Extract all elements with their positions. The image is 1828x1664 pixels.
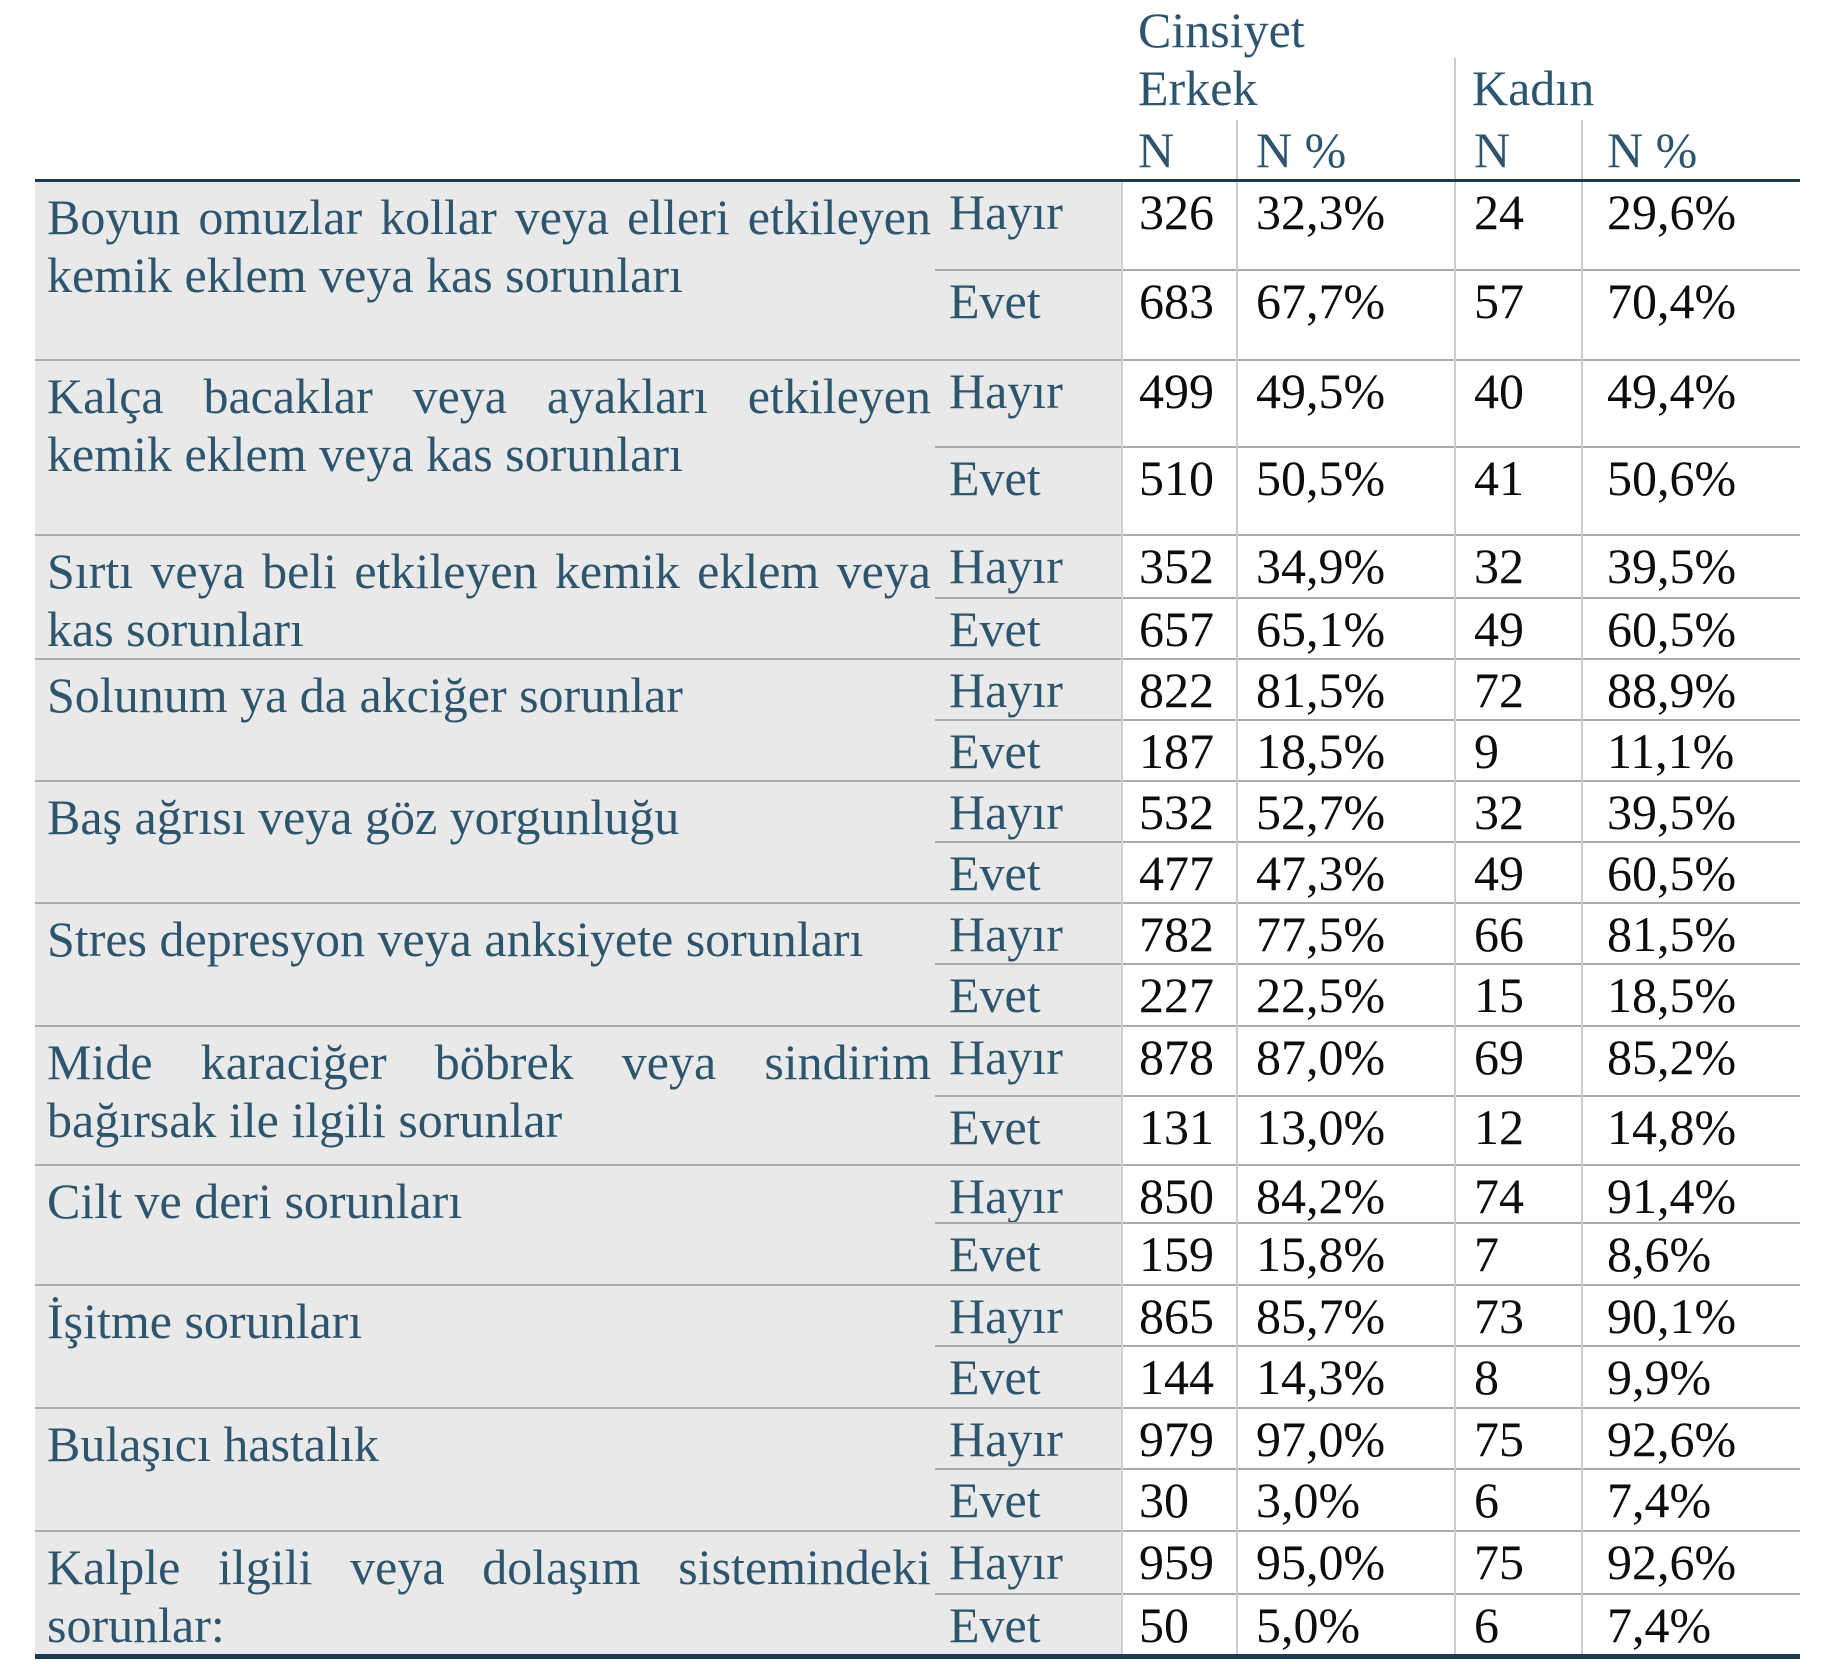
value-cell: 657 (1122, 598, 1237, 660)
answer-label-evet: Evet (935, 1594, 1122, 1657)
value-cell: 18,5% (1582, 964, 1800, 1026)
condition-row-hayir (35, 781, 1800, 842)
answer-label-hayir: Hayır (935, 1165, 1122, 1223)
condition-row-hayir (35, 1408, 1800, 1469)
answer-label-evet: Evet (935, 842, 1122, 903)
value-cell: 65,1% (1237, 598, 1455, 660)
answer-label-hayir: Hayır (935, 1026, 1122, 1096)
condition-label: Baş ağrısı veya göz yorgunluğu (35, 781, 935, 903)
header-erkek-n: N (1122, 120, 1237, 180)
value-cell: 29,6% (1582, 180, 1800, 270)
value-cell: 510 (1122, 447, 1237, 535)
answer-label-evet: Evet (935, 270, 1122, 360)
value-cell: 92,6% (1582, 1531, 1800, 1594)
value-cell: 3,0% (1237, 1469, 1455, 1531)
value-cell: 85,7% (1237, 1285, 1455, 1346)
value-cell: 878 (1122, 1026, 1237, 1096)
value-cell: 12 (1455, 1096, 1582, 1165)
answer-label-hayir: Hayır (935, 659, 1122, 720)
value-cell: 7,4% (1582, 1594, 1800, 1657)
table-body (35, 180, 1800, 1657)
value-cell: 50,6% (1582, 447, 1800, 535)
value-cell: 352 (1122, 535, 1237, 598)
value-cell: 88,9% (1582, 659, 1800, 720)
value-cell: 227 (1122, 964, 1237, 1026)
condition-label: Kalple ilgili veya dolaşım sistemindeki sorunlar: (35, 1531, 935, 1657)
value-cell: 9,9% (1582, 1346, 1800, 1408)
value-cell: 32,3% (1237, 180, 1455, 270)
value-cell: 52,7% (1237, 781, 1455, 842)
header-spacer (35, 58, 1122, 120)
header-spacer (35, 0, 1122, 58)
value-cell: 90,1% (1582, 1285, 1800, 1346)
value-cell: 74 (1455, 1165, 1582, 1223)
answer-label-evet: Evet (935, 964, 1122, 1026)
value-cell: 92,6% (1582, 1408, 1800, 1469)
header-kadin-n: N (1455, 120, 1582, 180)
header-kadin-npct: N % (1582, 120, 1800, 180)
value-cell: 69 (1455, 1026, 1582, 1096)
condition-row-hayir (35, 1165, 1800, 1223)
condition-label: Sırtı veya beli etkileyen kemik eklem veya kas sorunları (35, 535, 935, 659)
value-cell: 477 (1122, 842, 1237, 903)
value-cell: 13,0% (1237, 1096, 1455, 1165)
value-cell: 39,5% (1582, 535, 1800, 598)
value-cell: 49,4% (1582, 360, 1800, 447)
answer-label-evet: Evet (935, 720, 1122, 781)
header-group-title: Cinsiyet (1138, 2, 1305, 58)
value-cell: 85,2% (1582, 1026, 1800, 1096)
value-cell: 40 (1455, 360, 1582, 447)
header-spacer (35, 120, 1122, 180)
value-cell: 50,5% (1237, 447, 1455, 535)
value-cell: 8 (1455, 1346, 1582, 1408)
gender-crosstab-table (35, 0, 1800, 1659)
value-cell: 6 (1455, 1594, 1582, 1657)
condition-label: Solunum ya da akciğer sorunlar (35, 659, 935, 781)
value-cell: 499 (1122, 360, 1237, 447)
condition-row-hayir (35, 1285, 1800, 1346)
value-cell: 14,8% (1582, 1096, 1800, 1165)
condition-row-hayir (35, 535, 1800, 598)
answer-label-evet: Evet (935, 1223, 1122, 1285)
answer-label-hayir: Hayır (935, 535, 1122, 598)
header-col-kadin: Kadın (1455, 58, 1800, 120)
value-cell: 8,6% (1582, 1223, 1800, 1285)
value-cell: 5,0% (1237, 1594, 1455, 1657)
value-cell: 7,4% (1582, 1469, 1800, 1531)
table-header (35, 0, 1800, 180)
condition-row-hayir (35, 1026, 1800, 1096)
value-cell: 70,4% (1582, 270, 1800, 360)
value-cell: 159 (1122, 1223, 1237, 1285)
answer-label-evet: Evet (935, 1096, 1122, 1165)
value-cell: 326 (1122, 180, 1237, 270)
value-cell: 9 (1455, 720, 1582, 781)
value-cell: 87,0% (1237, 1026, 1455, 1096)
value-cell: 50 (1122, 1594, 1237, 1657)
value-cell: 6 (1455, 1469, 1582, 1531)
answer-label-hayir: Hayır (935, 781, 1122, 842)
value-cell: 91,4% (1582, 1165, 1800, 1223)
value-cell: 14,3% (1237, 1346, 1455, 1408)
condition-label: Stres depresyon veya anksiyete sorunları (35, 903, 935, 1026)
value-cell: 41 (1455, 447, 1582, 535)
value-cell: 959 (1122, 1531, 1237, 1594)
value-cell: 47,3% (1237, 842, 1455, 903)
condition-label: Boyun omuzlar kollar veya elleri etkileyen kemik eklem veya kas sorunları (35, 180, 935, 360)
value-cell: 73 (1455, 1285, 1582, 1346)
answer-label-evet: Evet (935, 1469, 1122, 1531)
value-cell: 81,5% (1237, 659, 1455, 720)
value-cell: 683 (1122, 270, 1237, 360)
value-cell: 865 (1122, 1285, 1237, 1346)
value-cell: 81,5% (1582, 903, 1800, 964)
answer-label-hayir: Hayır (935, 903, 1122, 964)
value-cell: 95,0% (1237, 1531, 1455, 1594)
value-cell: 75 (1455, 1408, 1582, 1469)
value-cell: 30 (1122, 1469, 1237, 1531)
answer-label-hayir: Hayır (935, 360, 1122, 447)
value-cell: 84,2% (1237, 1165, 1455, 1223)
answer-label-evet: Evet (935, 1346, 1122, 1408)
value-cell: 49 (1455, 598, 1582, 660)
value-cell: 32 (1455, 781, 1582, 842)
value-cell: 22,5% (1237, 964, 1455, 1026)
answer-label-hayir: Hayır (935, 180, 1122, 270)
value-cell: 72 (1455, 659, 1582, 720)
condition-label: Bulaşıcı hastalık (35, 1408, 935, 1531)
answer-label-hayir: Hayır (935, 1285, 1122, 1346)
value-cell: 66 (1455, 903, 1582, 964)
value-cell: 979 (1122, 1408, 1237, 1469)
value-cell: 60,5% (1582, 842, 1800, 903)
condition-label: Mide karaciğer böbrek veya sindirim bağırsak ile ilgili sorunlar (35, 1026, 935, 1165)
value-cell: 11,1% (1582, 720, 1800, 781)
value-cell: 67,7% (1237, 270, 1455, 360)
condition-label: Cilt ve deri sorunları (35, 1165, 935, 1285)
condition-row-hayir (35, 180, 1800, 270)
value-cell: 187 (1122, 720, 1237, 781)
value-cell: 34,9% (1237, 535, 1455, 598)
value-cell: 18,5% (1237, 720, 1455, 781)
answer-label-evet: Evet (935, 598, 1122, 660)
value-cell: 532 (1122, 781, 1237, 842)
condition-label: İşitme sorunları (35, 1285, 935, 1408)
header-col-erkek: Erkek (1138, 60, 1258, 116)
condition-row-hayir (35, 903, 1800, 964)
value-cell: 131 (1122, 1096, 1237, 1165)
value-cell: 77,5% (1237, 903, 1455, 964)
condition-row-hayir (35, 360, 1800, 447)
condition-row-hayir (35, 1531, 1800, 1594)
answer-label-evet: Evet (935, 447, 1122, 535)
value-cell: 850 (1122, 1165, 1237, 1223)
condition-label: Kalça bacaklar veya ayakları etkileyen kemik eklem veya kas sorunları (35, 360, 935, 535)
value-cell: 822 (1122, 659, 1237, 720)
value-cell: 49,5% (1237, 360, 1455, 447)
value-cell: 782 (1122, 903, 1237, 964)
answer-label-hayir: Hayır (935, 1408, 1122, 1469)
value-cell: 24 (1455, 180, 1582, 270)
value-cell: 32 (1455, 535, 1582, 598)
value-cell: 75 (1455, 1531, 1582, 1594)
value-cell: 144 (1122, 1346, 1237, 1408)
value-cell: 49 (1455, 842, 1582, 903)
value-cell: 15 (1455, 964, 1582, 1026)
value-cell: 39,5% (1582, 781, 1800, 842)
value-cell: 60,5% (1582, 598, 1800, 660)
value-cell: 15,8% (1237, 1223, 1455, 1285)
value-cell: 97,0% (1237, 1408, 1455, 1469)
answer-label-hayir: Hayır (935, 1531, 1122, 1594)
condition-row-hayir (35, 659, 1800, 720)
value-cell: 57 (1455, 270, 1582, 360)
value-cell: 7 (1455, 1223, 1582, 1285)
header-erkek-npct: N % (1237, 120, 1455, 180)
